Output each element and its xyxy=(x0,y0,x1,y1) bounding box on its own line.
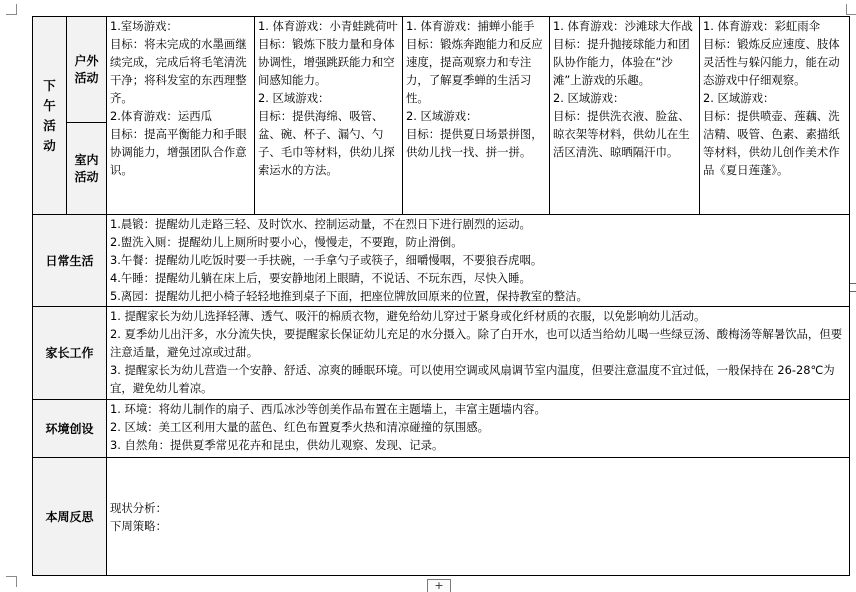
environment-row xyxy=(33,400,850,458)
reflection-cell[interactable] xyxy=(107,458,850,576)
daily-life-row xyxy=(33,215,850,307)
daily-life-item: 2.盥洗入厕：提醒幼儿上厕所时要小心，慢慢走，不要跑，防止滑倒。 xyxy=(110,235,463,249)
activity-cell-day1[interactable] xyxy=(107,17,255,215)
reflection-header xyxy=(33,458,107,576)
activity-line: 目标：提供喷壶、莲藕、洗洁精、吸管、色素、素描纸等材料，供幼儿创作美术作品《夏日莲蓬》。 xyxy=(703,109,840,177)
daily-life-item: 1.晨锻：提醒幼儿走路三轻、及时饮水、控制运动量，不在烈日下进行剧烈的运动。 xyxy=(110,217,531,231)
environment-item: 1. 环境：将幼儿制作的扇子、西瓜冰沙等创美作品布置在主题墙上，丰富主题墙内容。 xyxy=(110,402,546,416)
activity-line: 目标：锻炼奔跑能力和反应速度，提高观察力和专注力，了解夏季蝉的生活习性。 xyxy=(406,37,543,105)
ruler-mark xyxy=(850,283,856,284)
outdoor-label-part: 活动 xyxy=(74,70,99,85)
ruler-mark xyxy=(850,291,856,292)
activity-line: 1. 体育游戏：小青蛙跳荷叶 xyxy=(258,19,398,33)
afternoon-label-char: 活 xyxy=(43,117,56,133)
parent-work-label: 家长工作 xyxy=(45,346,94,360)
outdoor-label-part: 户外 xyxy=(74,53,99,68)
margin-corner-mark xyxy=(846,4,856,15)
activity-line: 目标：锻炼下肢力量和身体协调性，增强跳跃能力和空间感知能力。 xyxy=(258,37,395,87)
reflection-label: 本周反思 xyxy=(45,509,94,524)
outdoor-activity-header xyxy=(67,17,107,123)
activity-line: 1. 体育游戏：彩虹雨伞 xyxy=(703,19,821,33)
daily-life-cell[interactable] xyxy=(107,215,850,307)
daily-life-label: 日常生活 xyxy=(45,253,94,268)
activity-line: 目标：提高平衡能力和手眼协调能力，增强团队合作意识。 xyxy=(110,127,247,177)
activity-line: 目标：将未完成的水墨画继续完成，完成后将毛笔清洗干净；将科发室的东西理整齐。 xyxy=(110,37,247,105)
activity-cell-day3[interactable] xyxy=(403,17,550,215)
parent-work-item: 2. 夏季幼儿出汗多，水分流失快，要提醒家长保证幼儿充足的水分摄入。除了白开水，也可以适当给幼儿喝一些绿豆汤、酸梅汤等解暑饮品，但要注意适量，避免过凉或过甜。 xyxy=(110,327,843,359)
activity-line: 目标：提供海绵、吸管、盆、碗、杯子、漏勺、勺子、毛巾等材料，供幼儿探索运水的方法。 xyxy=(258,109,395,177)
parent-work-item: 3. 提醒家长为幼儿营造一个安静、舒适、凉爽的睡眠环境。可以使用空调或风扇调节室内温度，但要注意温度不宜过低，一般保持在 26-28℃为宜，避免幼儿着凉。 xyxy=(110,363,835,395)
activity-cell-day4[interactable] xyxy=(550,17,700,215)
environment-header xyxy=(33,400,107,458)
environment-item: 2. 区域：美工区利用大量的蓝色、红色布置夏季火热和清凉碰撞的氛围感。 xyxy=(110,420,489,434)
status-analysis-label: 现状分析： xyxy=(110,500,167,515)
activity-line: 2. 区域游戏： xyxy=(553,91,625,105)
activity-line: 目标：提升抛接球能力和团队协作能力，体验在“沙滩”上游戏的乐趣。 xyxy=(553,37,690,87)
add-row-button[interactable]: + xyxy=(427,579,451,592)
activity-line: 目标：提供夏日场景拼图，供幼儿找一找、拼一拼。 xyxy=(406,127,543,159)
activity-line: 1. 体育游戏：沙滩球大作战 xyxy=(553,19,693,33)
margin-corner-mark xyxy=(6,576,17,587)
daily-life-item: 3.午餐：提醒幼儿吃饭时要一手扶碗，一手拿勺子或筷子，细嚼慢咽，不要狼吞虎咽。 xyxy=(110,253,543,267)
activity-line: 2. 区域游戏： xyxy=(258,91,330,105)
activity-line: 目标：提供洗衣液、脸盆、晾衣架等材料，供幼儿在生活区清洗、晾晒隔汗巾。 xyxy=(553,109,690,159)
weekly-plan-table xyxy=(32,16,850,576)
indoor-label-part: 活动 xyxy=(74,169,99,184)
parent-work-header xyxy=(33,307,107,400)
afternoon-label-char: 动 xyxy=(43,137,56,153)
afternoon-activity-label xyxy=(36,76,63,156)
margin-corner-mark xyxy=(6,4,17,15)
environment-cell[interactable] xyxy=(107,400,850,458)
indoor-label xyxy=(69,152,104,186)
parent-work-item: 1. 提醒家长为幼儿选择轻薄、透气、吸汗的棉质衣物，避免给幼儿穿过于紧身或化纤材质的衣服，以免影响幼儿活动。 xyxy=(110,309,706,323)
environment-label: 环境创设 xyxy=(45,421,94,436)
daily-life-item: 4.午睡：提醒幼儿躺在床上后，要安静地闭上眼睛，不说话、不玩东西，尽快入睡。 xyxy=(110,271,531,285)
indoor-activity-header xyxy=(67,123,107,215)
indoor-label-part: 室内 xyxy=(74,152,99,167)
activity-line: 2.体育游戏：运西瓜 xyxy=(110,109,212,123)
afternoon-label-char: 午 xyxy=(43,97,56,113)
activity-line: 2. 区域游戏： xyxy=(406,109,478,123)
activity-line: 2. 区域游戏： xyxy=(703,91,775,105)
activity-cell-day2[interactable] xyxy=(255,17,403,215)
afternoon-label-char: 下 xyxy=(43,77,56,93)
activity-cell-day5[interactable] xyxy=(700,17,850,215)
reflection-row xyxy=(33,458,850,576)
daily-life-item: 5.离园：提醒幼儿把小椅子轻轻地推到桌子下面，把座位牌放回原来的位置，保持教室的整洁。 xyxy=(110,289,588,303)
next-week-strategy-label: 下周策略： xyxy=(110,518,167,533)
parent-work-row xyxy=(33,307,850,400)
afternoon-outdoor-row xyxy=(33,17,850,123)
activity-line: 1. 体育游戏：捕蝉小能手 xyxy=(406,19,535,33)
parent-work-cell[interactable] xyxy=(107,307,850,400)
afternoon-activity-header xyxy=(33,17,67,215)
activity-line: 目标：锻炼反应速度、肢体灵活性与躲闪能力，能在动态游戏中仔细观察。 xyxy=(703,37,840,87)
outdoor-label xyxy=(69,53,104,87)
activity-line: 1.室场游戏： xyxy=(110,19,178,33)
environment-item: 3. 自然角：提供夏季常见花卉和昆虫，供幼儿观察、发现、记录。 xyxy=(110,438,444,452)
daily-life-header xyxy=(33,215,107,307)
